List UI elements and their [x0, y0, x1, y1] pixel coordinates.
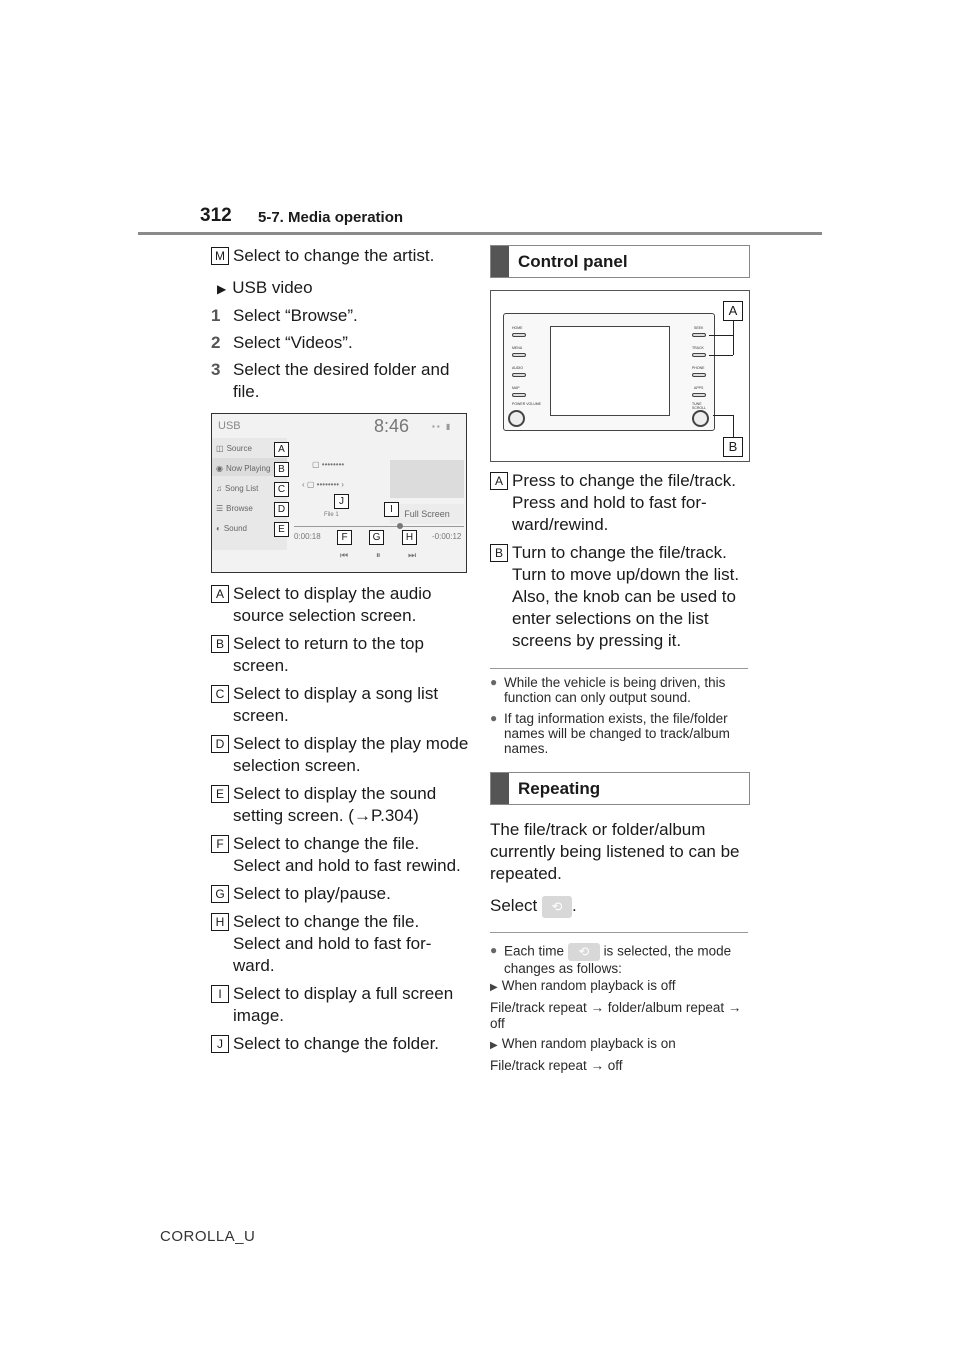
power-volume-label: POWER VOLUME — [512, 402, 541, 406]
step-text: Select the desired folder and file. — [233, 360, 450, 401]
callout-line-a3 — [733, 321, 734, 355]
bullet-icon: ● — [490, 711, 498, 725]
tune-scroll-label: TUNE SCROLL — [692, 402, 707, 410]
step-text: Select “Videos”. — [233, 333, 353, 352]
usb-video-heading-row — [211, 277, 471, 300]
power-volume-knob — [508, 410, 525, 427]
usb-video-heading: USB video — [232, 278, 313, 297]
step-2 — [211, 332, 471, 354]
track-button — [692, 353, 706, 357]
phone-label: PHONE — [692, 366, 705, 370]
panel-item-b — [490, 542, 750, 652]
badge-h: H — [211, 913, 229, 931]
random-on-label: ▶ When random playback is on — [490, 1035, 676, 1051]
control-panel-illustration — [490, 290, 750, 462]
callout-f: F — [337, 530, 352, 545]
note-repeat-modes: ● Each time ⟲ is selected, the mode changes as follows: — [490, 942, 732, 976]
file-indicator: File 1 — [324, 512, 339, 518]
usb-screen-illustration — [211, 413, 467, 573]
repeating-title: Repeating — [518, 778, 601, 798]
notes-divider — [490, 668, 748, 669]
remaining-time: -0:00:12 — [432, 532, 462, 541]
status-icons: ▪▪ ▮ — [432, 422, 453, 431]
left-column — [211, 245, 471, 1055]
triangle-right-icon: ▶ — [490, 1039, 498, 1051]
item-m — [211, 245, 471, 267]
tune-scroll-knob — [692, 410, 709, 427]
callout-j: J — [334, 494, 349, 509]
home-label: HOME — [512, 326, 523, 330]
callout-b: B — [274, 462, 289, 477]
heading-marker — [491, 773, 509, 804]
step-text: Select “Browse”. — [233, 306, 358, 325]
item-c-text: Select to display a song list screen. — [233, 684, 439, 725]
rewind-icon: ⏮ — [340, 550, 349, 560]
audio-button — [512, 373, 526, 377]
random-off-label: ▶ When random playback is off — [490, 977, 676, 993]
head-unit-screen — [550, 326, 670, 416]
triangle-right-icon: ▶ — [217, 282, 227, 296]
panel-callout-b: B — [723, 437, 743, 457]
random-off-sequence: File/track repeat → folder/album repeat → off — [490, 999, 742, 1031]
item-e-text: Select to display the sound setting screen. (→P.304) — [233, 784, 437, 825]
file-line: ‹ ▢ •••••••• › — [302, 480, 344, 489]
home-button — [512, 333, 526, 337]
full-screen-label: Full Screen — [390, 504, 464, 524]
triangle-right-icon: ▶ — [490, 981, 498, 993]
section-title: 5-7. Media operation — [258, 209, 404, 226]
repeat-notes-divider — [490, 932, 748, 933]
menu-source: ◫ Source — [216, 444, 252, 453]
panel-item-a-text: Press to change the file/track. Press and hold to fast for-ward/rewind. — [512, 471, 736, 534]
track-label: TRACK — [692, 346, 704, 350]
step-number: 2 — [211, 333, 221, 352]
badge-panel-a: A — [490, 472, 508, 490]
map-button — [512, 393, 526, 397]
item-g-text: Select to play/pause. — [233, 884, 391, 903]
callout-g: G — [369, 530, 384, 545]
item-f-text: Select to change the file. Select and hold to fast rewind. — [233, 834, 461, 875]
seek-label: SEEK — [694, 326, 704, 330]
pause-icon: ⏸ — [376, 550, 381, 560]
progress-knob — [397, 523, 403, 529]
callout-e: E — [274, 522, 289, 537]
callout-line-b1 — [713, 415, 733, 416]
panel-callout-a: A — [723, 301, 743, 321]
callout-c: C — [274, 482, 289, 497]
item-d — [211, 733, 471, 777]
menu-browse: ☰ Browse — [216, 504, 253, 513]
fast-forward-icon: ⏭ — [408, 550, 417, 560]
phone-button — [692, 373, 706, 377]
progress-track — [294, 526, 464, 527]
menu-song-list: ♫ Song List — [216, 484, 259, 493]
item-i — [211, 983, 471, 1027]
folder-line: ▢ •••••••• — [312, 460, 345, 469]
step-3 — [211, 359, 471, 403]
seek-button — [692, 333, 706, 337]
heading-marker — [491, 246, 509, 277]
menu-now-playing: ◉ Now Playing — [216, 464, 271, 473]
item-d-text: Select to display the play mode selection screen. — [233, 734, 469, 775]
item-j — [211, 1033, 471, 1055]
screen-clock: 8:46 — [374, 416, 410, 436]
repeat-icon: ⟲ — [568, 943, 600, 961]
badge-m: M — [211, 247, 229, 265]
menu-button — [512, 353, 526, 357]
repeating-heading — [490, 772, 750, 805]
item-a-text: Select to display the audio source selection screen. — [233, 584, 432, 625]
callout-d: D — [274, 502, 289, 517]
note-tag-info: ● If tag information exists, the file/folder names will be changed to track/album names. — [490, 711, 730, 756]
random-on-sequence: File/track repeat → off — [490, 1057, 623, 1073]
badge-c: C — [211, 685, 229, 703]
badge-f: F — [211, 835, 229, 853]
badge-b: B — [211, 635, 229, 653]
right-column — [490, 245, 750, 1074]
footer-model: COROLLA_U — [160, 1228, 256, 1245]
callout-i: I — [384, 502, 399, 517]
item-f — [211, 833, 471, 877]
select-repeat-line: Select ⟲ . — [490, 895, 750, 918]
badge-g: G — [211, 885, 229, 903]
step-number: 3 — [211, 360, 221, 379]
menu-sound: ◐ Sound — [216, 524, 247, 533]
badge-e: E — [211, 785, 229, 803]
head-unit — [503, 313, 715, 431]
step-number: 1 — [211, 306, 221, 325]
item-b-text: Select to return to the top screen. — [233, 634, 424, 675]
item-j-text: Select to change the folder. — [233, 1034, 440, 1053]
album-art-placeholder — [390, 460, 464, 498]
item-h-text: Select to change the file. Select and hold to fast for-ward. — [233, 912, 432, 975]
control-panel-heading — [490, 245, 750, 278]
badge-i: I — [211, 985, 229, 1003]
callout-a: A — [274, 442, 289, 457]
step-1 — [211, 305, 471, 327]
callout-line-a2 — [709, 355, 733, 356]
badge-a: A — [211, 585, 229, 603]
page-number: 312 — [200, 205, 232, 226]
control-panel-title: Control panel — [518, 251, 628, 271]
item-b — [211, 633, 471, 677]
menu-label: MENU — [512, 346, 523, 350]
badge-panel-b: B — [490, 544, 508, 562]
repeating-body: The file/track or folder/album currently being listened to can be repeated. — [490, 820, 740, 883]
item-g — [211, 883, 471, 905]
apps-button — [692, 393, 706, 397]
map-label: MAP — [512, 386, 520, 390]
callout-line-a1 — [709, 335, 733, 336]
repeat-icon: ⟲ — [542, 896, 572, 918]
bullet-icon: ● — [490, 675, 498, 689]
screen-title: USB — [218, 420, 241, 432]
callout-line-b2 — [733, 415, 734, 437]
item-a — [211, 583, 471, 627]
item-m-text: Select to change the artist. — [233, 246, 435, 265]
item-h — [211, 911, 471, 977]
callout-h: H — [402, 530, 417, 545]
item-i-text: Select to display a full screen image. — [233, 984, 454, 1025]
item-e — [211, 783, 471, 827]
elapsed-time: 0:00:18 — [294, 532, 321, 541]
header-divider — [138, 232, 822, 235]
item-c — [211, 683, 471, 727]
bullet-icon: ● — [490, 942, 498, 957]
badge-d: D — [211, 735, 229, 753]
audio-label: AUDIO — [512, 366, 524, 370]
badge-j: J — [211, 1035, 229, 1053]
note-driving: ● While the vehicle is being driven, this function can only output sound. — [490, 675, 726, 705]
panel-item-a — [490, 470, 750, 536]
panel-item-b-text: Turn to change the file/track. Turn to move up/down the list. Also, the knob can be used to enter selections on the list screens by pressing it. — [512, 543, 740, 650]
apps-label: APPS — [694, 386, 704, 390]
